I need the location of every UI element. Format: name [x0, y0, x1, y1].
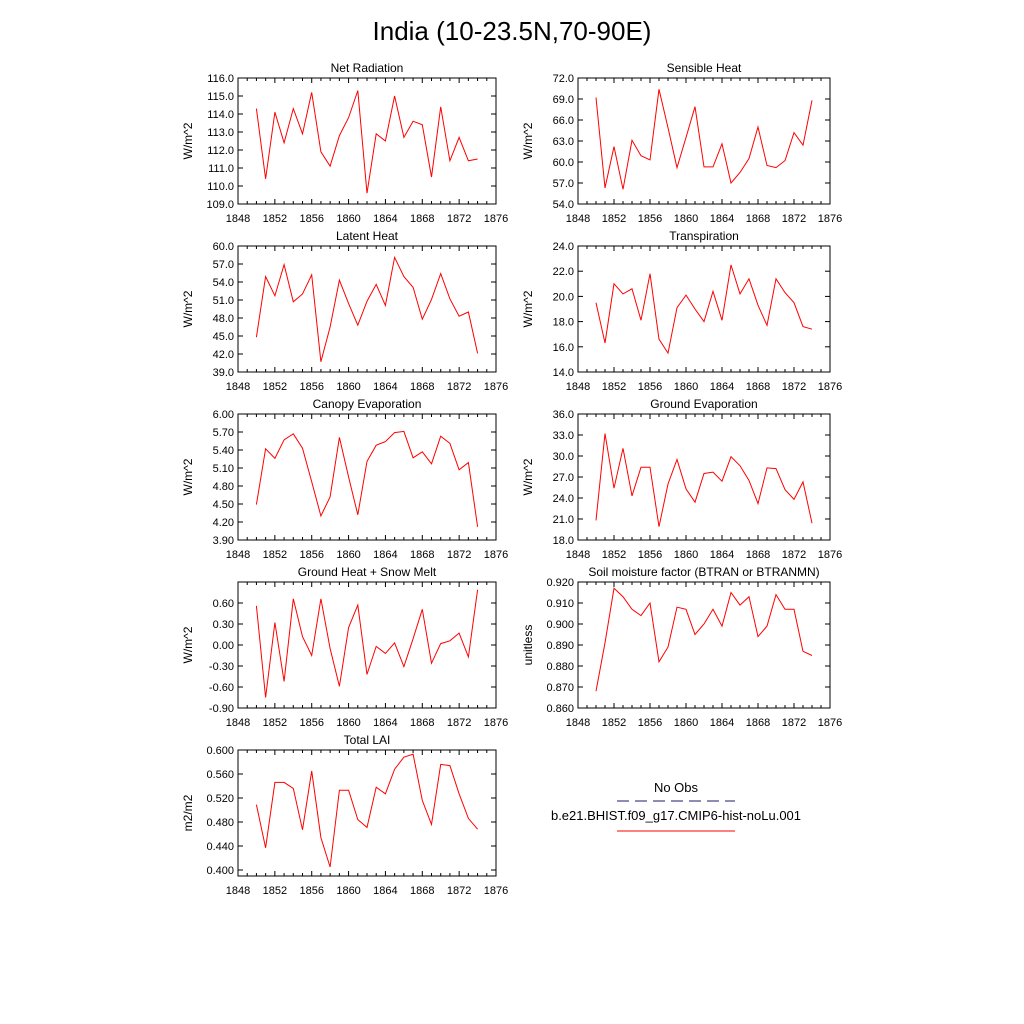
panel-latent-heat-ytick-label: 57.0: [212, 259, 234, 271]
panel-sensible-heat-ylabel: W/m^2: [521, 122, 535, 160]
panel-sensible-heat-ytick-label: 63.0: [552, 136, 574, 148]
panel-soil-moisture-factor-btran-or-btranmn-ytick-label: 0.910: [546, 598, 574, 610]
panel-soil-moisture-factor-btran-or-btranmn-ytick-label: 0.890: [546, 640, 574, 652]
panel-soil-moisture-factor-btran-or-btranmn-ytick-label: 0.920: [546, 577, 574, 589]
panel-transpiration-xtick-label: 1852: [601, 381, 627, 393]
panel-net-radiation-xtick-label: 1868: [410, 213, 435, 225]
panel-sensible-heat-ytick-label: 66.0: [552, 115, 574, 127]
panel-transpiration-xtick-label: 1876: [817, 381, 843, 393]
panel-latent-heat-xtick-label: 1876: [483, 381, 509, 393]
panel-canopy-evaporation-xtick-label: 1872: [446, 549, 472, 561]
panel-canopy-evaporation-ytick-label: 4.80: [212, 481, 234, 493]
panel-transpiration-xtick-label: 1860: [673, 381, 699, 393]
panel-canopy-evaporation-xtick-label: 1848: [225, 549, 251, 561]
panel-canopy-evaporation-xtick-label: 1864: [373, 549, 398, 561]
panel-ground-evaporation-ytick-label: 27.0: [552, 472, 574, 484]
panel-sensible-heat-xtick-label: 1860: [673, 213, 699, 225]
panel-net-radiation-title: Net Radiation: [330, 61, 404, 75]
panel-transpiration-xtick-label: 1856: [637, 381, 663, 393]
panel-soil-moisture-factor-btran-or-btranmn-xtick-label: 1856: [637, 717, 663, 729]
panel-canopy-evaporation-xtick-label: 1860: [336, 549, 361, 561]
panel-total-lai-ytick-label: 0.400: [206, 865, 234, 877]
panel-latent-heat-xtick-label: 1868: [410, 381, 435, 393]
panel-canopy-evaporation-ylabel: W/m^2: [181, 458, 195, 496]
panel-transpiration-ytick-label: 24.0: [552, 241, 574, 253]
panel-ground-evaporation-xtick-label: 1864: [709, 549, 735, 561]
panel-net-radiation-ylabel: W/m^2: [181, 122, 195, 160]
panel-ground-heat-snow-melt-ylabel: W/m^2: [181, 626, 195, 664]
panel-canopy-evaporation-ytick-label: 3.90: [212, 535, 234, 547]
panel-canopy-evaporation-ytick-label: 5.70: [212, 427, 234, 439]
panel-latent-heat-xtick-label: 1852: [262, 381, 288, 393]
panel-ground-evaporation-xtick-label: 1872: [781, 549, 807, 561]
panel-net-radiation-xtick-label: 1864: [373, 213, 398, 225]
panel-ground-heat-snow-melt-xtick-label: 1856: [299, 717, 324, 729]
panel-ground-evaporation-title: Ground Evaporation: [650, 397, 758, 411]
panel-soil-moisture-factor-btran-or-btranmn-ytick-label: 0.870: [546, 682, 574, 694]
panel-sensible-heat-xtick-label: 1856: [637, 213, 663, 225]
panel-transpiration-ylabel: W/m^2: [521, 290, 535, 328]
panel-soil-moisture-factor-btran-or-btranmn-ytick-label: 0.880: [546, 661, 574, 673]
panel-ground-evaporation-ylabel: W/m^2: [521, 458, 535, 496]
panel-net-radiation-xtick-label: 1860: [336, 213, 361, 225]
panel-ground-heat-snow-melt-xtick-label: 1876: [483, 717, 509, 729]
panel-total-lai-ylabel: m2/m2: [181, 794, 195, 832]
panel-soil-moisture-factor-btran-or-btranmn-xtick-label: 1876: [817, 717, 843, 729]
panel-ground-evaporation-ytick-label: 24.0: [552, 493, 574, 505]
panel-latent-heat-xtick-label: 1848: [225, 381, 251, 393]
panel-ground-evaporation-xtick-label: 1856: [637, 549, 663, 561]
panel-latent-heat-title: Latent Heat: [335, 229, 399, 243]
panel-latent-heat-ytick-label: 45.0: [212, 331, 234, 343]
panel-transpiration-ytick-label: 16.0: [552, 341, 574, 354]
panel-net-radiation-xtick-label: 1872: [446, 213, 472, 225]
panel-net-radiation-xtick-label: 1876: [483, 213, 509, 225]
panel-soil-moisture-factor-btran-or-btranmn-xtick-label: 1872: [781, 717, 807, 729]
panel-sensible-heat-xtick-label: 1872: [781, 213, 807, 225]
panel-transpiration-xtick-label: 1848: [565, 381, 591, 393]
panel-canopy-evaporation-ytick-label: 5.40: [212, 445, 234, 457]
panel-latent-heat-ylabel: W/m^2: [181, 290, 195, 328]
panel-sensible-heat-xtick-label: 1848: [565, 213, 591, 225]
panel-latent-heat-xtick-label: 1860: [336, 381, 361, 393]
legend-obs-label: No Obs: [653, 780, 699, 795]
panel-sensible-heat-title: Sensible Heat: [666, 61, 742, 75]
panel-latent-heat-ytick-label: 39.0: [212, 367, 234, 379]
panel-total-lai-ytick-label: 0.440: [206, 841, 234, 853]
panel-net-radiation-ytick-label: 109.0: [206, 199, 234, 211]
panel-total-lai-ytick-label: 0.480: [206, 817, 234, 829]
panel-latent-heat-ytick-label: 60.0: [212, 241, 234, 253]
panel-ground-evaporation-xtick-label: 1848: [565, 549, 591, 561]
panel-soil-moisture-factor-btran-or-btranmn-xtick-label: 1868: [745, 717, 771, 729]
legend-model-label: b.e21.BHIST.f09_g17.CMIP6-hist-noLu.001: [550, 808, 802, 823]
panel-net-radiation-ytick-label: 110.0: [207, 181, 234, 193]
panel-ground-evaporation-ytick-label: 21.0: [552, 514, 574, 526]
panel-total-lai-xtick-label: 1860: [336, 885, 361, 897]
panel-soil-moisture-factor-btran-or-btranmn-ytick-label: 0.900: [546, 619, 574, 631]
panel-total-lai-xtick-label: 1864: [373, 885, 398, 897]
panel-soil-moisture-factor-btran-or-btranmn-xtick-label: 1848: [565, 717, 591, 729]
panel-total-lai-ytick-label: 0.560: [206, 769, 234, 781]
panel-ground-evaporation-ytick-label: 18.0: [552, 535, 574, 547]
panel-soil-moisture-factor-btran-or-btranmn-xtick-label: 1864: [709, 717, 735, 729]
panel-total-lai-xtick-label: 1852: [262, 885, 288, 897]
panel-ground-heat-snow-melt-title: Ground Heat + Snow Melt: [297, 565, 437, 579]
panel-net-radiation-ytick-label: 115.0: [207, 91, 234, 103]
panel-canopy-evaporation-ytick-label: 4.20: [212, 517, 234, 529]
panel-net-radiation-ytick-label: 113.0: [207, 127, 234, 139]
panel-latent-heat-ytick-label: 51.0: [212, 295, 234, 307]
panel-ground-heat-snow-melt-xtick-label: 1848: [225, 717, 251, 729]
panel-sensible-heat-xtick-label: 1864: [709, 213, 735, 225]
panel-net-radiation-ytick-label: 116.0: [207, 73, 234, 85]
panel-ground-evaporation-ytick-label: 36.0: [552, 409, 574, 421]
panel-latent-heat-xtick-label: 1856: [299, 381, 324, 393]
panel-sensible-heat-ytick-label: 54.0: [552, 199, 574, 211]
panel-canopy-evaporation-title: Canopy Evaporation: [312, 397, 422, 411]
panel-transpiration-ytick-label: 20.0: [552, 291, 574, 304]
panel-latent-heat-xtick-label: 1872: [446, 381, 472, 393]
panel-net-radiation-ytick-label: 114.0: [207, 109, 234, 121]
panel-transpiration-title: Transpiration: [669, 229, 739, 243]
panel-latent-heat-ytick-label: 42.0: [212, 349, 234, 361]
panel-total-lai-ytick-label: 0.520: [206, 793, 234, 805]
panel-total-lai-xtick-label: 1876: [483, 885, 509, 897]
panel-total-lai-xtick-label: 1856: [299, 885, 324, 897]
panel-ground-heat-snow-melt-ytick-label: 0.60: [212, 598, 234, 610]
panel-soil-moisture-factor-btran-or-btranmn-ytick-label: 0.860: [546, 703, 574, 715]
panel-transpiration-ytick-label: 14.0: [552, 367, 574, 379]
panel-transpiration-xtick-label: 1868: [745, 381, 771, 393]
panel-canopy-evaporation-ytick-label: 4.50: [212, 499, 234, 511]
panel-ground-heat-snow-melt-ytick-label: -0.60: [208, 682, 234, 694]
panel-latent-heat-xtick-label: 1864: [373, 381, 398, 393]
panel-sensible-heat-ytick-label: 72.0: [552, 73, 574, 85]
panel-canopy-evaporation-xtick-label: 1852: [262, 549, 288, 561]
panel-net-radiation-xtick-label: 1848: [225, 213, 251, 225]
panel-ground-evaporation-xtick-label: 1860: [673, 549, 699, 561]
panel-total-lai-xtick-label: 1848: [225, 885, 251, 897]
panel-transpiration-xtick-label: 1864: [709, 381, 735, 393]
panel-sensible-heat-xtick-label: 1852: [601, 213, 627, 225]
panel-total-lai-xtick-label: 1868: [410, 885, 435, 897]
panel-sensible-heat-xtick-label: 1876: [817, 213, 843, 225]
panel-ground-evaporation-ytick-label: 33.0: [552, 430, 574, 442]
panel-soil-moisture-factor-btran-or-btranmn-title: Soil moisture factor (BTRAN or BTRANMN): [588, 565, 820, 579]
panel-total-lai-xtick-label: 1872: [446, 885, 472, 897]
panel-canopy-evaporation-xtick-label: 1876: [483, 549, 509, 561]
panel-canopy-evaporation-ytick-label: 5.10: [212, 463, 234, 475]
panel-net-radiation-ytick-label: 112.0: [207, 145, 234, 157]
panel-ground-heat-snow-melt-ytick-label: 0.30: [212, 619, 234, 631]
panel-canopy-evaporation-xtick-label: 1868: [410, 549, 435, 561]
figure-title: India (10-23.5N,70-90E): [372, 16, 652, 46]
panel-ground-heat-snow-melt-xtick-label: 1864: [373, 717, 398, 729]
panel-transpiration-xtick-label: 1872: [781, 381, 807, 393]
panel-net-radiation-ytick-label: 111.0: [208, 163, 234, 175]
panel-ground-evaporation-ytick-label: 30.0: [552, 451, 574, 463]
panel-latent-heat-ytick-label: 54.0: [212, 277, 234, 289]
panel-latent-heat-ytick-label: 48.0: [212, 313, 234, 325]
panel-transpiration-ytick-label: 18.0: [552, 316, 574, 329]
panel-soil-moisture-factor-btran-or-btranmn-xtick-label: 1860: [673, 717, 699, 729]
panel-canopy-evaporation-ytick-label: 6.00: [212, 409, 234, 421]
panel-ground-heat-snow-melt-ytick-label: -0.30: [208, 661, 234, 673]
panel-sensible-heat-xtick-label: 1868: [745, 213, 771, 225]
panel-sensible-heat-ytick-label: 60.0: [552, 157, 574, 169]
panel-ground-heat-snow-melt-xtick-label: 1868: [410, 717, 435, 729]
panel-ground-heat-snow-melt-ytick-label: 0.00: [212, 640, 234, 652]
panel-ground-evaporation-xtick-label: 1868: [745, 549, 771, 561]
panel-ground-heat-snow-melt-ytick-label: -0.90: [208, 703, 234, 715]
panel-ground-heat-snow-melt-xtick-label: 1872: [446, 717, 472, 729]
panel-total-lai-ytick-label: 0.600: [206, 745, 234, 757]
panel-net-radiation-xtick-label: 1852: [262, 213, 288, 225]
panel-canopy-evaporation-xtick-label: 1856: [299, 549, 324, 561]
panel-soil-moisture-factor-btran-or-btranmn-ylabel: unitless: [521, 624, 535, 666]
panel-sensible-heat-ytick-label: 69.0: [552, 94, 574, 106]
panel-total-lai-title: Total LAI: [343, 733, 391, 747]
panel-ground-heat-snow-melt-xtick-label: 1860: [336, 717, 361, 729]
panel-ground-evaporation-xtick-label: 1852: [601, 549, 627, 561]
panel-soil-moisture-factor-btran-or-btranmn-xtick-label: 1852: [601, 717, 627, 729]
panel-sensible-heat-ytick-label: 57.0: [552, 178, 574, 190]
panel-net-radiation-xtick-label: 1856: [299, 213, 324, 225]
panel-ground-heat-snow-melt-xtick-label: 1852: [262, 717, 288, 729]
panel-ground-evaporation-xtick-label: 1876: [817, 549, 843, 561]
panel-transpiration-ytick-label: 22.0: [552, 266, 574, 279]
